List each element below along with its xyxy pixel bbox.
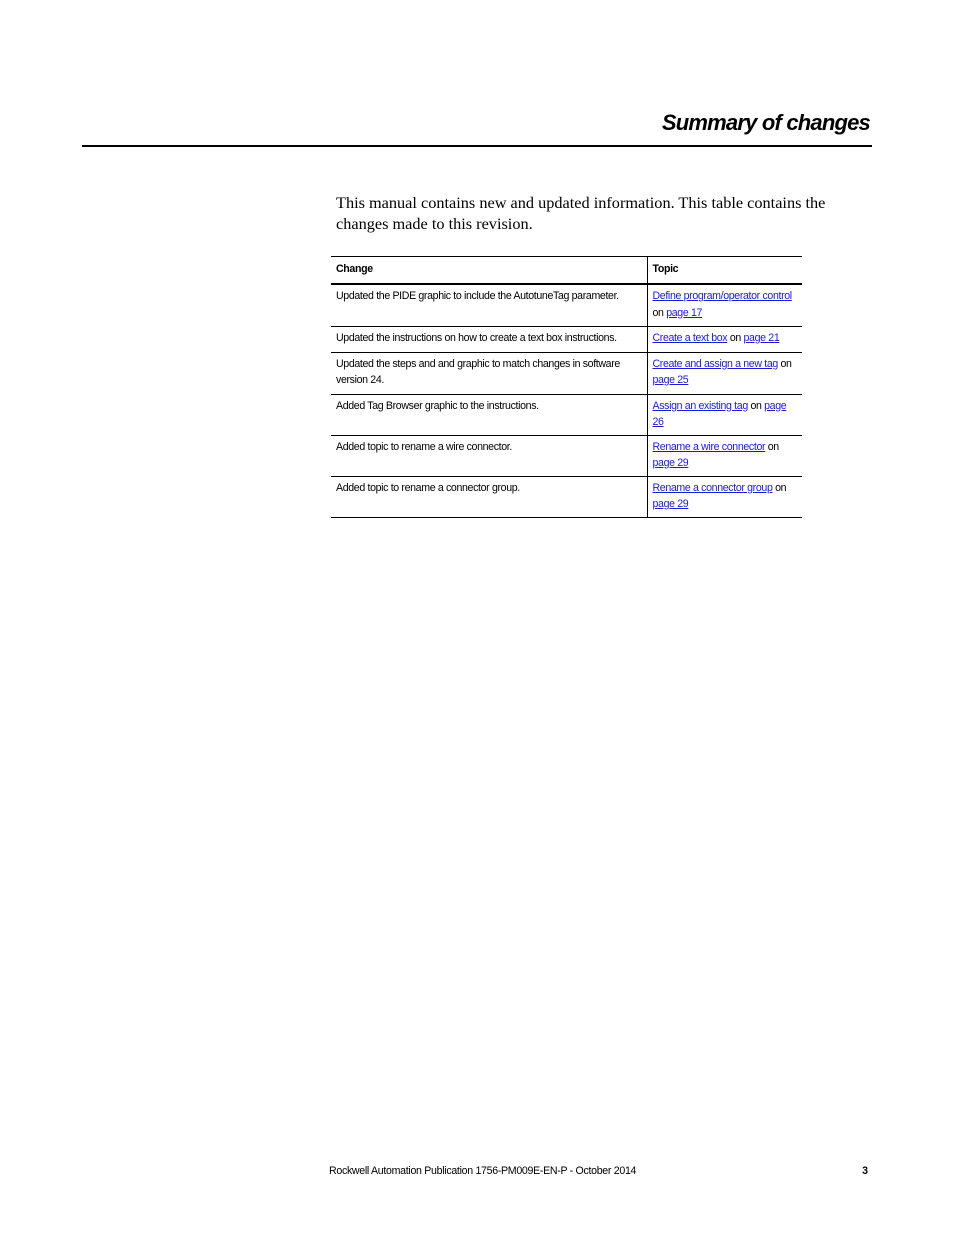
topic-link[interactable]: Rename a wire connector [652,440,766,453]
topic-cell [647,476,802,517]
topic-link[interactable]: Create and assign a new tag [652,357,778,370]
topic-cell [647,284,802,326]
footer-page-number: 3 [862,1165,868,1177]
table-row [331,394,802,435]
topic-cell [647,352,802,394]
table-row [331,326,802,352]
page-link[interactable]: page 29 [652,498,689,510]
topic-on-text: on [772,481,787,494]
title-rule [82,145,872,147]
table-row [331,284,802,326]
topic-cell [647,435,802,476]
change-cell: Added Tag Browser graphic to the instructions. [331,394,647,435]
change-cell: Updated the PIDE graphic to include the AutotuneTag parameter. [331,284,647,326]
page-link[interactable]: page 21 [743,331,780,344]
topic-link[interactable]: Assign an existing tag [652,399,748,412]
page-link[interactable]: page 25 [652,374,689,386]
topic-link[interactable]: Rename a connector group [652,481,773,494]
page-link[interactable]: page 17 [666,306,703,319]
column-header-change: Change [331,257,647,285]
topic-on-text: on [777,357,792,370]
topic-on-text: on [765,440,779,453]
topic-cell [647,326,802,352]
topic-on-text: on [652,306,667,319]
table-row [331,352,802,394]
topic-cell [647,394,802,435]
topic-on-text: on [747,399,765,412]
footer-publication: Rockwell Automation Publication 1756-PM009E-EN-P - October 2014 [329,1165,637,1177]
page-link[interactable]: page 26 [652,399,787,428]
page-link[interactable]: page 29 [652,457,689,469]
change-cell: Updated the instructions on how to create a text box instructions. [331,326,647,352]
change-cell: Added topic to rename a connector group. [331,476,647,517]
table-row [331,476,802,517]
column-header-topic: Topic [647,257,802,285]
intro-paragraph: This manual contains new and updated information. This table contains the changes made to this revision. [336,193,826,233]
page-title: Summary of changes [661,110,870,135]
table-header-row [331,257,802,285]
change-cell: Updated the steps and and graphic to match changes in software version 24. [331,352,647,394]
topic-link[interactable]: Create a text box [652,331,728,344]
topic-on-text: on [727,331,744,344]
change-cell: Added topic to rename a wire connector. [331,435,647,476]
topic-link[interactable]: Define program/operator control [652,290,792,302]
table-row [331,435,802,476]
changes-table [331,256,802,518]
